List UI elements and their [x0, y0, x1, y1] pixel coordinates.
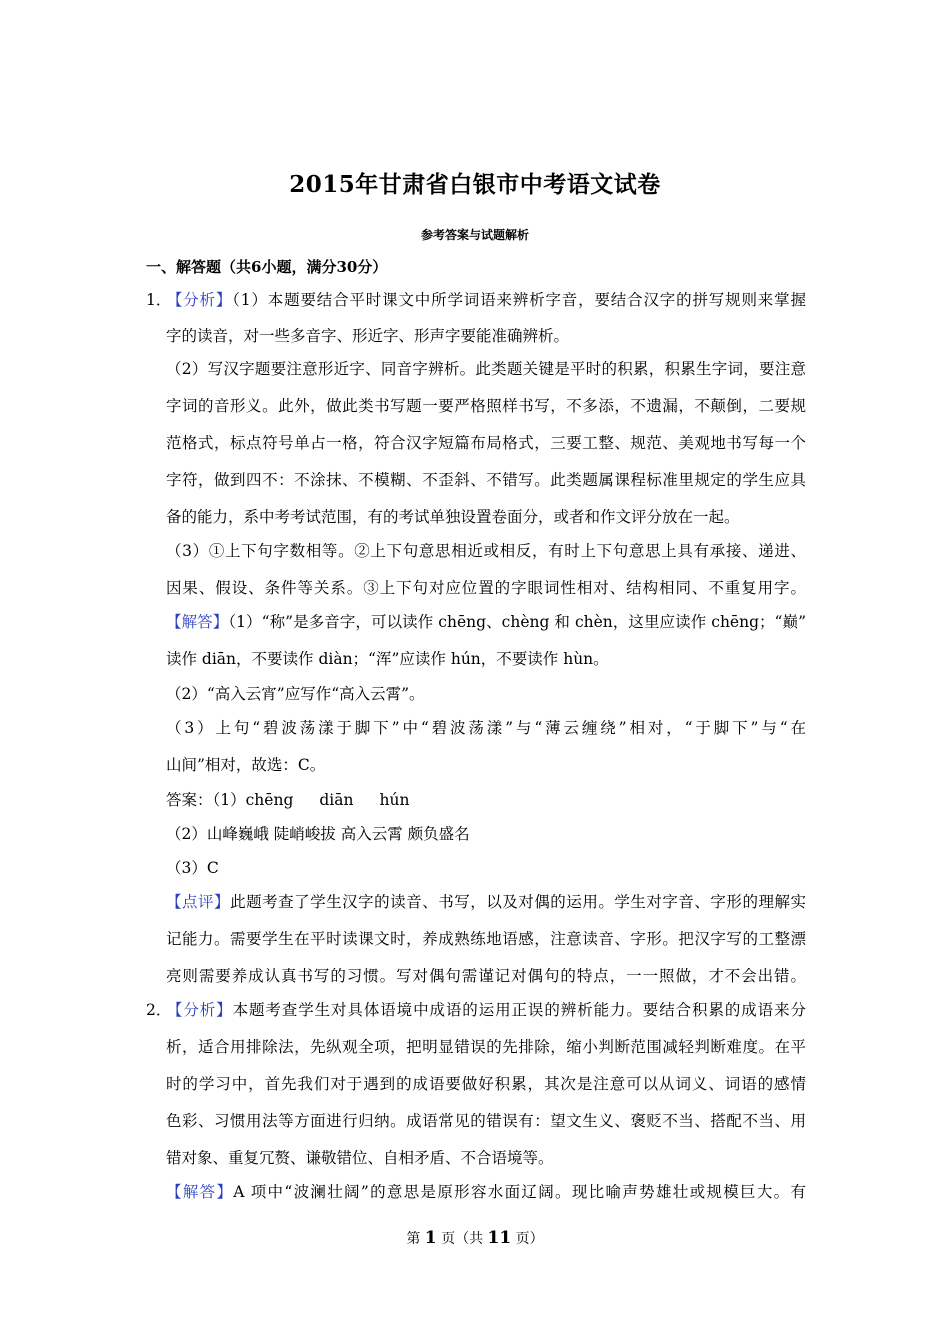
q1-final-answer-3: （3）C: [166, 859, 219, 877]
q2-number: 2．: [146, 1001, 172, 1019]
section-heading: 一、解答题（共6小题，满分30分）: [146, 258, 388, 276]
q1-answer-line-1: [166, 604, 806, 640]
q1-p3-line-1: （3）①上下句字数相等。②上下句意思相近或相反，有时上下句意思上具有承接、递进、: [166, 542, 806, 560]
answer-pinyin-2: diān: [319, 791, 354, 809]
q1-analysis-line-2: 字的读音，对一些多音字、形近字、形声字要能准确辨析。: [166, 327, 570, 345]
current-page-number: 1: [424, 1228, 437, 1248]
q1-comment-tag: 【点评】: [166, 893, 231, 911]
q1-answer-part-3-line-1: （3）上句“碧波荡漾于脚下”中“碧波荡漾”与“薄云缠绕”相对，“于脚下”与“在: [166, 719, 806, 737]
q1-p2-line-2: 字词的音形义。此外，做此类书写题一要严格照样书写，不多添，不遗漏，不颠倒，二要规: [166, 397, 806, 415]
q1-comment-text: 此题考查了学生汉字的读音、书写，以及对偶的运用。学生对字音、字形的理解实: [230, 893, 806, 911]
q2-answer-line-1: [166, 1174, 806, 1210]
q1-number: 1．: [146, 291, 172, 309]
document-title: 2015年甘肃省白银市中考语文试卷: [289, 171, 661, 198]
page-footer: 第 1 页（共 11 页）: [406, 1228, 544, 1248]
q1-p2-line-4: 字符，做到四不：不涂抹、不模糊、不歪斜、不错写。此类题属课程标准里规定的学生应具: [166, 471, 806, 489]
q1-answer-tag: 【解答】: [166, 613, 229, 631]
q1-answer-part-2: （2）“高入云宵”应写作“高入云霄”。: [166, 685, 425, 703]
q1-answer-part-3-line-2: 山间”相对，故选：C。: [166, 756, 326, 774]
q2-analysis-tag: 【分析】: [166, 1001, 233, 1019]
q1-comment-line-2: 记能力。需要学生在平时读课文时，养成熟练地语感，注意读音、字形。把汉字写的工整漂: [166, 930, 806, 948]
q2-analysis-line-4: 色彩、习惯用法等方面进行归纳。成语常见的错误有：望文生义、褒贬不当、搭配不当、用: [166, 1112, 806, 1130]
q2-analysis-line-5: 错对象、重复冗赘、谦敬错位、自相矛盾、不合语境等。: [166, 1149, 554, 1167]
q1-final-answer-2: （2）山峰巍峨 陡峭峻拔 高入云霄 颇负盛名: [166, 825, 470, 843]
q1-comment-line-1: [166, 884, 806, 920]
q1-comment-line-3: 亮则需要养成认真书写的习惯。写对偶句需谨记对偶句的特点，一一照做，才不会出错。: [166, 967, 806, 985]
q2-analysis-text: 本题考查学生对具体语境中成语的运用正误的辨析能力。要结合积累的成语来分: [232, 1001, 806, 1019]
q1-p2-line-3: 范格式，标点符号单占一格，符合汉字短篇布局格式，三要工整、规范、美观地书写每一个: [166, 434, 806, 452]
q2-answer-tag: 【解答】: [166, 1183, 234, 1201]
q1-answer-line-2: 读作 diān，不要读作 diàn；“浑”应读作 hún，不要读作 hùn。: [166, 650, 609, 668]
q1-answer-text: （1）“称”是多音字，可以读作 chēng、chèng 和 chèn，这里应读作 chēng；“巅”: [228, 613, 806, 631]
q1-analysis-tag: 【分析】: [166, 291, 233, 309]
q1-analysis-text: （1）本题要结合平时课文中所学词语来辨析字音，要结合汉字的拼写规则来掌握: [232, 291, 806, 309]
q1-analysis-line-1: [146, 282, 806, 318]
q2-answer-text: A 项中“波澜壮阔”的意思是原形容水面辽阔。现比喻声势雄壮或规模巨大。有: [233, 1183, 806, 1201]
q1-p2-line-5: 备的能力，系中考考试范围，有的考试单独设置卷面分，或者和作文评分放在一起。: [166, 508, 740, 526]
answer-pinyin-3: hún: [379, 791, 410, 809]
answer-pinyin-1: chēng: [245, 791, 294, 809]
q1-p3-line-2: 因果、假设、条件等关系。③上下句对应位置的字眼词性相对、结构相同、不重复用字。: [166, 579, 806, 597]
q2-analysis-line-3: 时的学习中，首先我们对于遇到的成语要做好积累，其次是注意可以从词义、词语的感情: [166, 1075, 806, 1093]
q1-p2-line-1: （2）写汉字题要注意形近字、同音字辨析。此类题关键是平时的积累，积累生字词，要注意: [166, 360, 806, 378]
total-page-count: 11: [487, 1228, 512, 1248]
q2-analysis-line-2: 析，适合用排除法，先纵观全项，把明显错误的先排除，缩小判断范围减轻判断难度。在平: [166, 1038, 806, 1056]
answer-prefix: 答案：（1）: [166, 791, 246, 809]
q1-final-answer-1: [166, 782, 806, 818]
document-subtitle: 参考答案与试题解析: [420, 228, 529, 242]
q2-analysis-line-1: [146, 992, 806, 1028]
